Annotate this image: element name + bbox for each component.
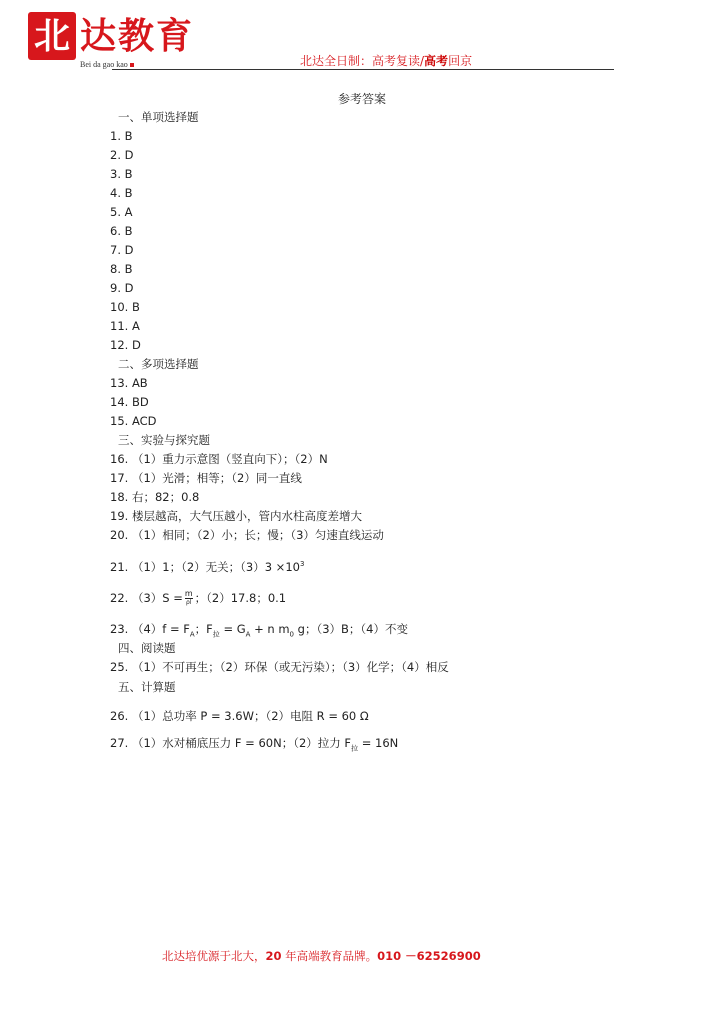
answer-5: 5. A [110, 205, 133, 219]
logo-text: 达教育 [80, 15, 195, 57]
answer-4: 4. B [110, 186, 133, 200]
answer-18: 18. 右；82；0.8 [110, 490, 200, 504]
answer-26: 26. （1）总功率 P = 3.6W；（2）电阻 R = 60 Ω [110, 709, 369, 723]
answer-3: 3. B [110, 167, 133, 181]
answer-23: 23. $(4)f = F_A$；$F_拉 = G_A + n$ $m_0$ g；（3）B；（4）不变 [110, 622, 408, 639]
header-slogan: 北达全日制：高考复读/高考回京 [300, 54, 473, 68]
answer-12: 12. D [110, 338, 141, 352]
section-heading-single-choice: 一、单项选择题 [118, 110, 199, 124]
answer-22: 22. （3）S = $\frac{m}{\rho l}$ ；（2）17.8；0.1 [110, 589, 287, 606]
logo [28, 12, 238, 70]
answer-9: 9. D [110, 281, 134, 295]
answer-16: 16. （1）重力示意图（竖直向下）；（2）N [110, 452, 328, 466]
footer-slogan: 北达培优源于北大，20 年高端教育品牌。010 －62526900 [162, 949, 481, 963]
answer-27: 27. （1）水对桶底压力 F = 60N；（2）拉力 $F_拉 = 16N$ [110, 736, 399, 753]
header-divider [112, 69, 614, 70]
answer-1: 1. B [110, 129, 133, 143]
answer-19: 19. 楼层越高，大气压越小，管内水柱高度差增大 [110, 509, 362, 523]
answer-11: 11. A [110, 319, 140, 333]
answer-2: 2. D [110, 148, 134, 162]
answer-13: 13. AB [110, 376, 148, 390]
fraction: $\frac{m}{\rho l}$ [184, 589, 193, 606]
answer-6: 6. B [110, 224, 133, 238]
answer-7: 7. D [110, 243, 134, 257]
answer-21: 21. （1）1；（2）无关；$(3)3 \times 10^3$ [110, 559, 305, 574]
answer-17: 17. （1）光滑；相等；（2）同一直线 [110, 471, 302, 485]
logo-pinyin: Bei da gao kao [80, 60, 134, 69]
answer-20: 20. （1）相同；（2）小；长；慢；（3）匀速直线运动 [110, 528, 384, 542]
section-heading-experiment: 三、实验与探究题 [118, 433, 210, 447]
page-title: 参考答案 [338, 92, 387, 106]
section-heading-multiple-choice: 二、多项选择题 [118, 357, 199, 371]
answer-8: 8. B [110, 262, 133, 276]
section-heading-reading: 四、阅读题 [118, 641, 176, 655]
answer-15: 15. ACD [110, 414, 157, 428]
section-heading-calculation: 五、计算题 [118, 680, 176, 694]
logo-mark: 北 [28, 12, 76, 60]
answer-25: 25. （1）不可再生；（2）环保（或无污染）；（3）化学；（4）相反 [110, 660, 449, 674]
answer-10: 10. B [110, 300, 140, 314]
answer-14: 14. BD [110, 395, 149, 409]
